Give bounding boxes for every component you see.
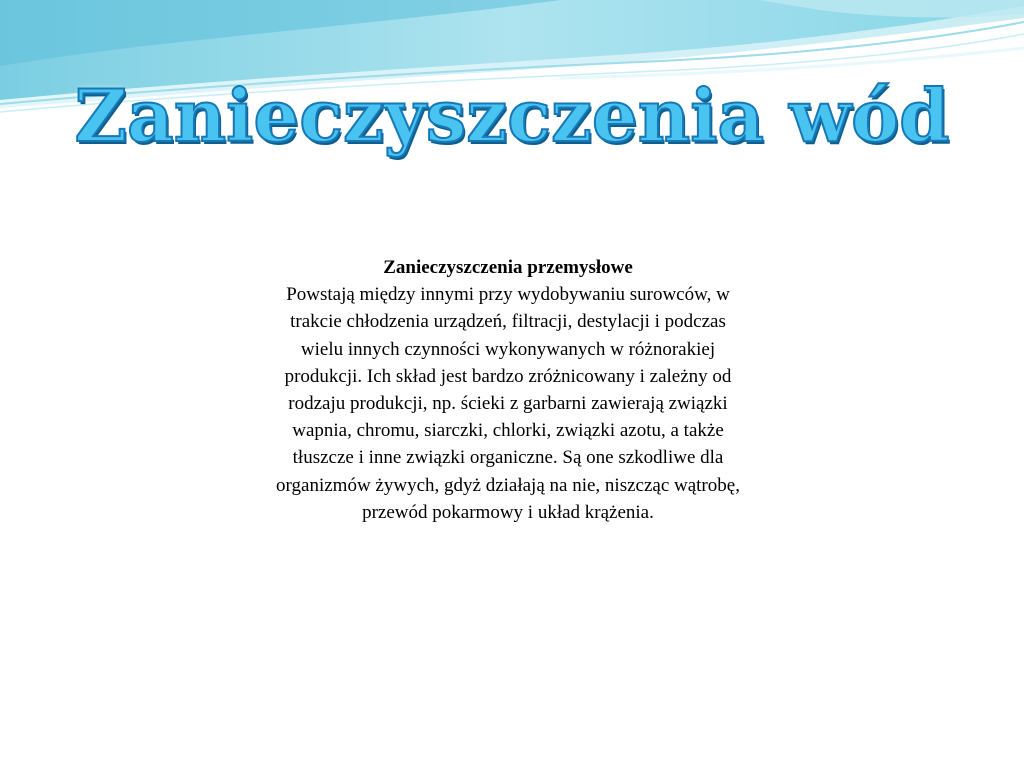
slide-content [270, 254, 746, 526]
section-heading: Zanieczyszczenia przemysłowe [383, 257, 633, 278]
slide-title: Zanieczyszczenia wód [74, 73, 950, 158]
section-body-text: Powstają między innymi przy wydobywaniu surowców, w trakcie chłodzenia urządzeń, filtracji, destylacji i podczas wielu innych czynności wykonywanych w różnorakiej produkcji. Ich skład jest bardzo zróżnicowany i zależny od rodzaju produkcji, np. ścieki z garbarni zawierają związki wapnia, chromu, siarczki, chlorki, związki azotu, a także tłuszcze i inne związki organiczne. Są one szkodliwe dla organizmów żywych, gdyż działają na nie, niszcząc wątrobę, przewód pokarmowy i układ krążenia. [276, 284, 740, 523]
